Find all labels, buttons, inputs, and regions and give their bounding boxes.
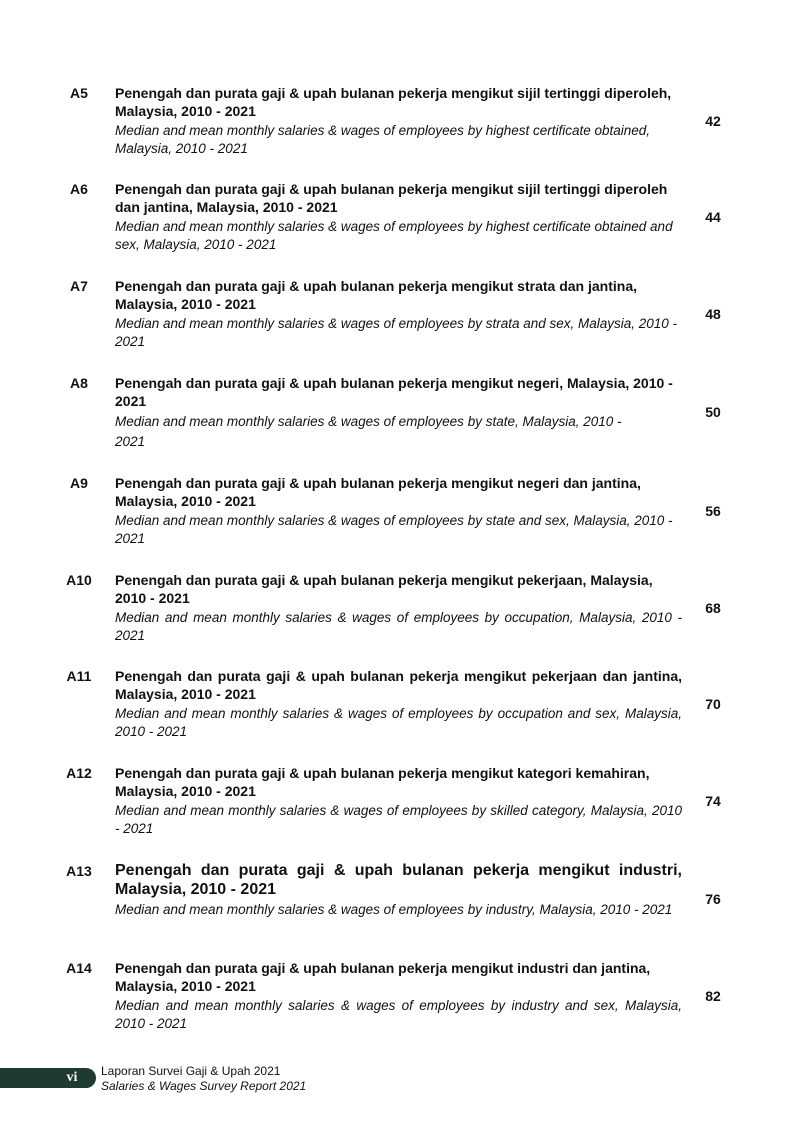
page-number: 50 <box>705 404 721 420</box>
title-malay: Penengah dan purata gaji & upah bulanan pekerja mengikut sijil tertinggi diperoleh, Malaysia, 2010 - 2021 <box>115 85 672 119</box>
title-english: Median and mean monthly salaries & wages of employees by strata and sex, Malaysia, 2010 - 2021 <box>115 316 678 349</box>
page-number: 70 <box>705 696 721 712</box>
entry-text <box>115 861 682 919</box>
entry-text <box>115 764 682 838</box>
footer-title-english: Salaries & Wages Survey Report 2021 <box>101 1079 307 1093</box>
page-number: 68 <box>705 600 721 616</box>
table-code: A9 <box>70 475 88 491</box>
title-english: Median and mean monthly salaries & wages of employees by industry and sex, Malaysia, 2010 - 2021 <box>115 998 682 1031</box>
title-malay: Penengah dan purata gaji & upah bulanan pekerja mengikut sijil tertinggi diperoleh dan jantina, Malaysia, 2010 - 2021 <box>115 181 668 215</box>
table-code: A14 <box>66 960 92 976</box>
title-english: Median and mean monthly salaries & wages of employees by occupation, Malaysia, 2010 - 2021 <box>115 610 682 643</box>
table-code: A11 <box>66 668 92 684</box>
table-code: A6 <box>70 181 88 197</box>
title-malay: Penengah dan purata gaji & upah bulanan pekerja mengikut kategori kemahiran, Malaysia, 2010 - 2021 <box>115 765 650 799</box>
title-english: Median and mean monthly salaries & wages of employees by highest certificate obtained and sex, Malaysia, 2010 - 2021 <box>115 219 673 252</box>
title-malay: Penengah dan purata gaji & upah bulanan pekerja mengikut negeri dan jantina, Malaysia, 2010 - 2021 <box>115 475 641 509</box>
page-number: 56 <box>705 503 721 519</box>
title-malay: Penengah dan purata gaji & upah bulanan pekerja mengikut negeri, Malaysia, 2010 - 2021 <box>115 375 673 409</box>
entry-text <box>115 959 682 1033</box>
entry-text <box>115 667 682 741</box>
page-number: 42 <box>705 113 721 129</box>
table-code: A8 <box>70 375 88 391</box>
title-english: Median and mean monthly salaries & wages of employees by state and sex, Malaysia, 2010 - 2021 <box>115 513 673 546</box>
page-number: 48 <box>705 306 721 322</box>
title-malay: Penengah dan purata gaji & upah bulanan pekerja mengikut industri, Malaysia, 2010 - 2021 <box>115 862 682 898</box>
title-english: Median and mean monthly salaries & wages of employees by skilled category, Malaysia, 2010 - 2021 <box>115 803 682 836</box>
entry-text <box>115 84 682 158</box>
table-code: A5 <box>70 85 88 101</box>
entry-text <box>115 474 682 548</box>
entry-text <box>115 277 682 351</box>
table-code: A7 <box>70 278 88 294</box>
page-number: 74 <box>705 793 721 809</box>
page-number: 82 <box>705 988 721 1004</box>
page-number: 44 <box>705 209 721 225</box>
title-english: Median and mean monthly salaries & wages of employees by occupation and sex, Malaysia, 2010 - 2021 <box>115 706 682 739</box>
table-code: A10 <box>66 572 92 588</box>
table-code: A13 <box>66 863 92 879</box>
title-english: Median and mean monthly salaries & wages of employees by industry, Malaysia, 2010 - 2021 <box>115 902 673 917</box>
title-malay: Penengah dan purata gaji & upah bulanan pekerja mengikut industri dan jantina, Malaysia, 2010 - 2021 <box>115 960 651 994</box>
entry-text <box>115 571 682 645</box>
entry-text <box>115 374 682 452</box>
title-malay: Penengah dan purata gaji & upah bulanan pekerja mengikut pekerjaan, Malaysia, 2010 - 2021 <box>115 572 653 606</box>
page-number: 76 <box>705 891 721 907</box>
footer-title-malay: Laporan Survei Gaji & Upah 2021 <box>101 1064 281 1078</box>
table-code: A12 <box>66 765 92 781</box>
title-english: Median and mean monthly salaries & wages of employees by highest certificate obtained, Malaysia, 2010 - 2021 <box>115 123 651 156</box>
footer-page-number: vi <box>66 1070 78 1085</box>
title-malay: Penengah dan purata gaji & upah bulanan pekerja mengikut strata dan jantina, Malaysia, 2010 - 2021 <box>115 278 637 312</box>
title-malay: Penengah dan purata gaji & upah bulanan pekerja mengikut pekerjaan dan jantina, Malaysia, 2010 - 2021 <box>115 668 682 702</box>
entry-text <box>115 180 682 254</box>
title-english: Median and mean monthly salaries & wages of employees by state, Malaysia, 2010 - 2021 <box>115 414 622 449</box>
